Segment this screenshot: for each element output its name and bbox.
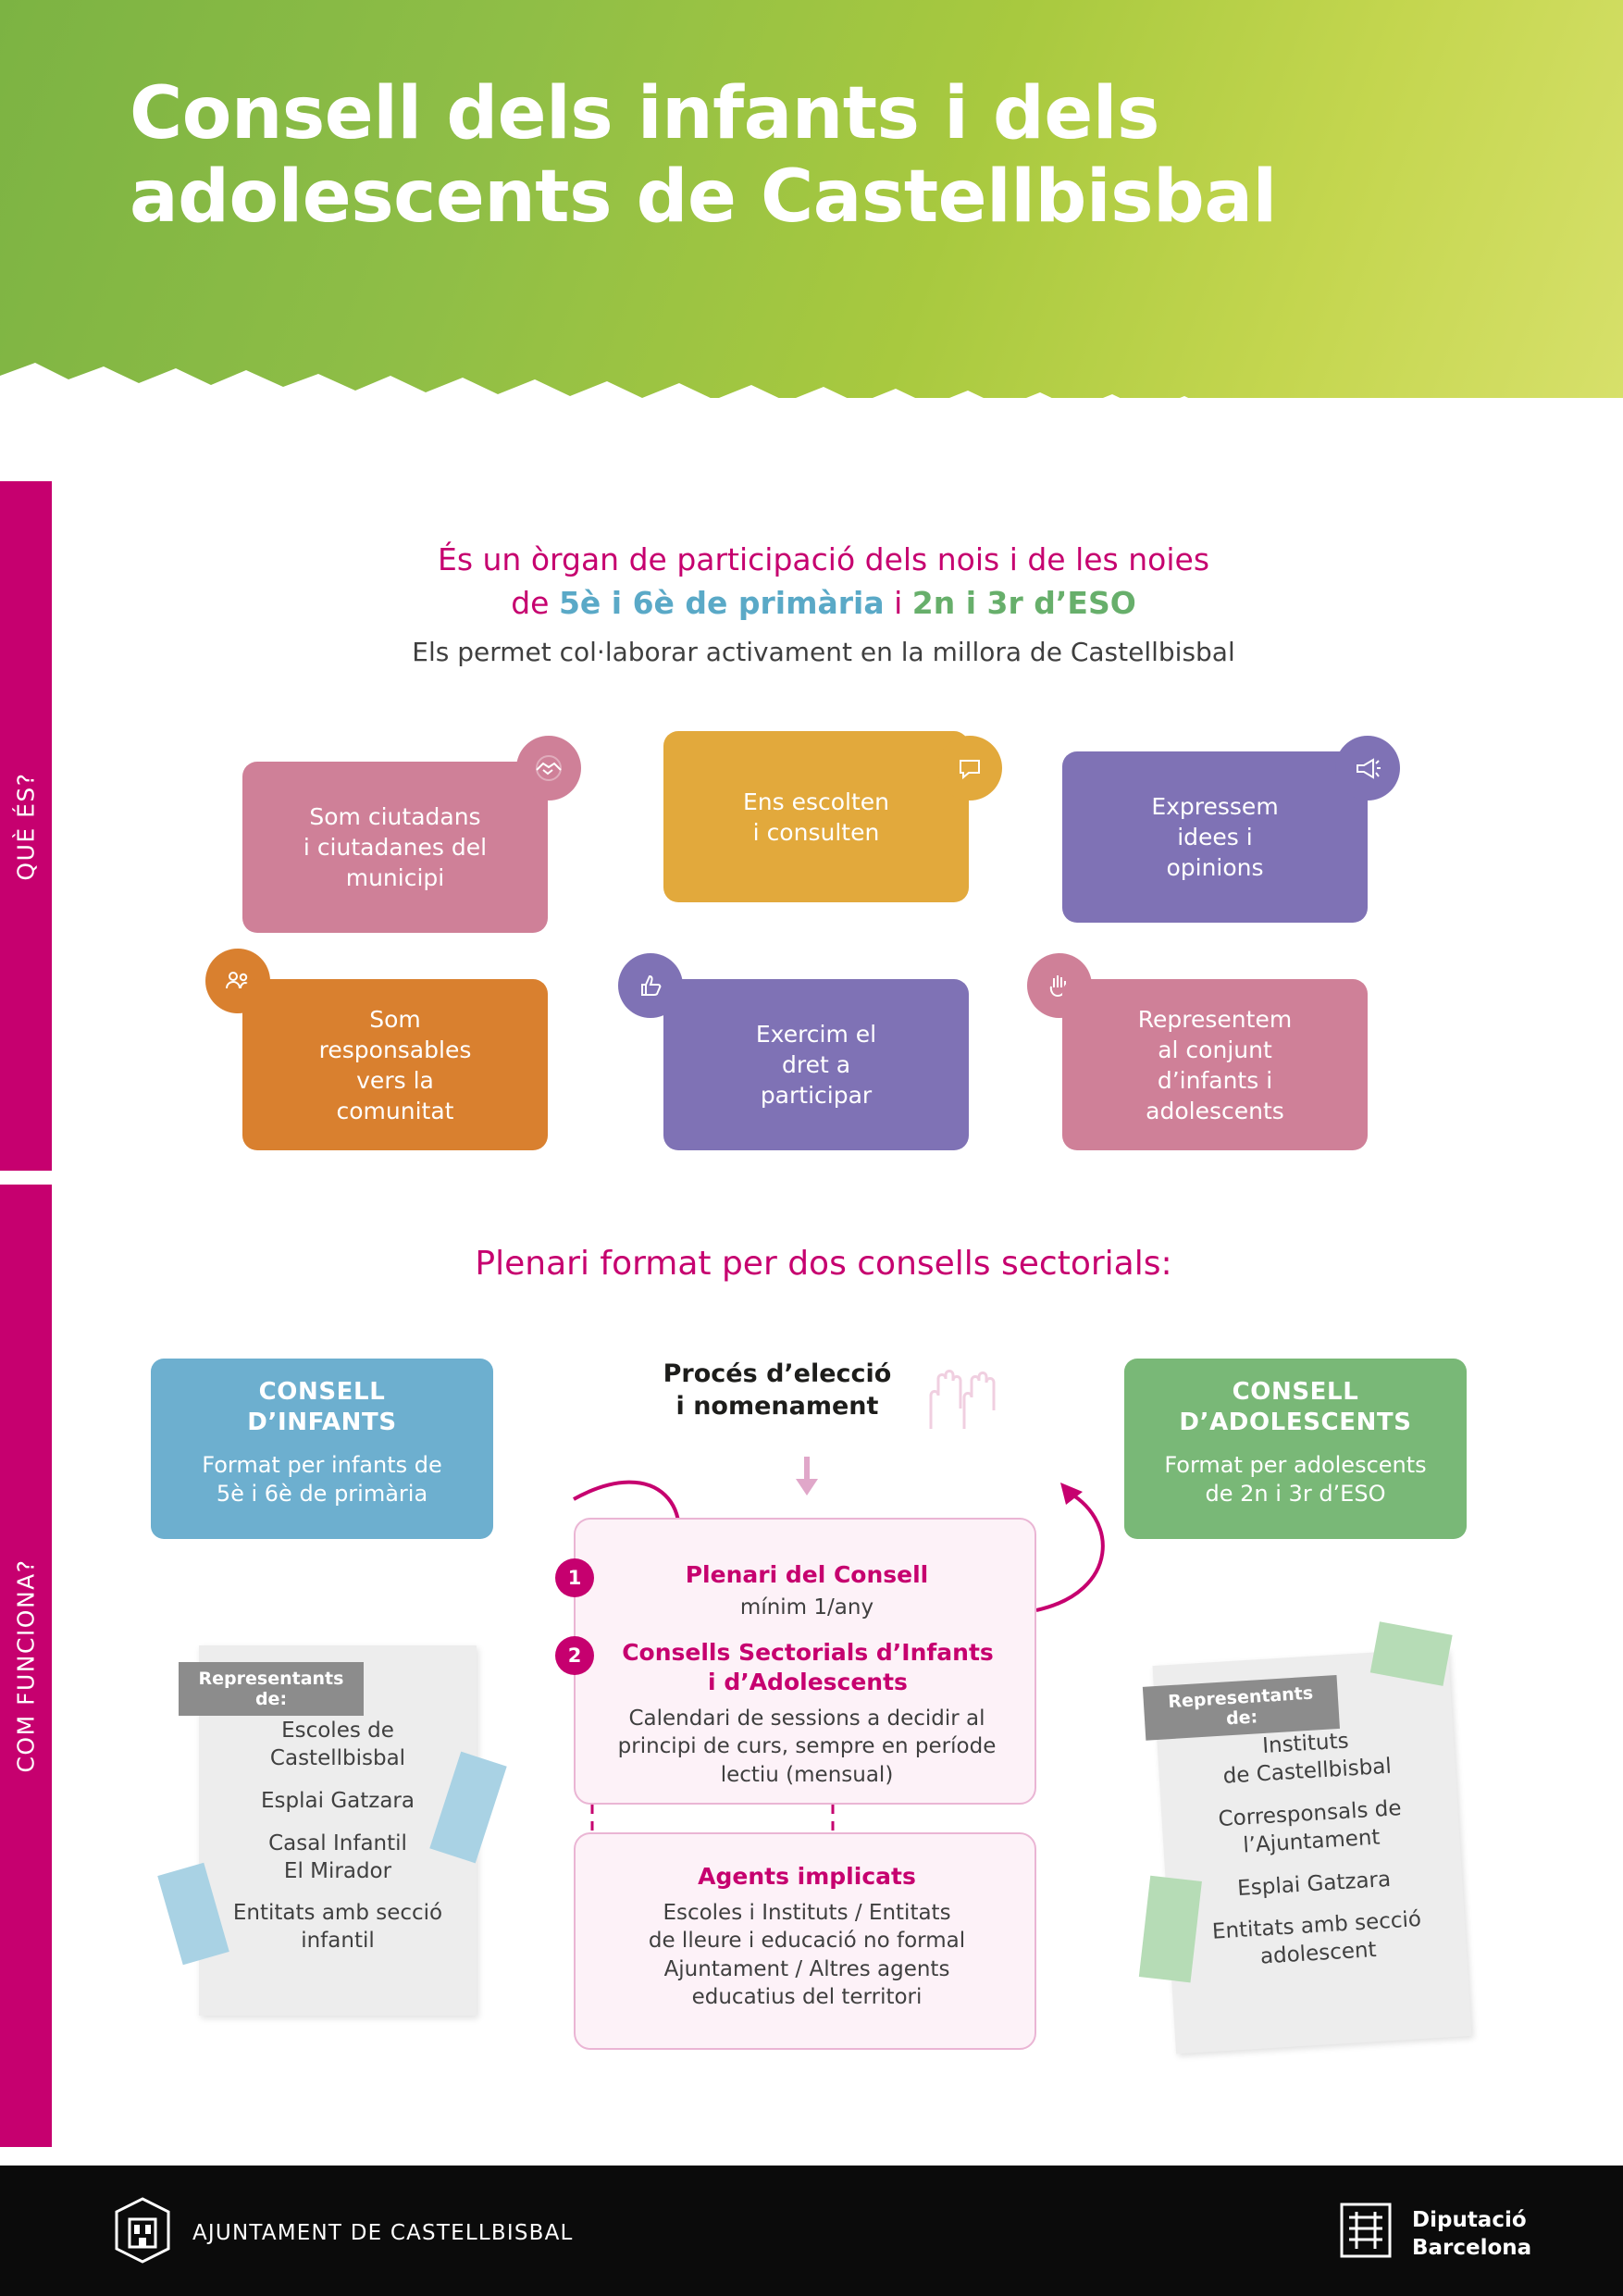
value-card-ciutadans-text: Som ciutadans i ciutadanes del municipi: [303, 803, 488, 891]
value-card-responsables: [242, 979, 548, 1150]
intro-line-2-prefix: de: [511, 584, 559, 621]
plenari-panel: [567, 1518, 1036, 1805]
side-tab-com-funciona: [0, 1185, 52, 2147]
page-title-line2: adolescents de Castellbisbal: [130, 155, 1277, 240]
value-card-escolten: [663, 731, 969, 902]
handshake-icon: [516, 736, 581, 800]
council-adolescents-box: [1124, 1359, 1467, 1539]
step-number-1: 1: [555, 1558, 594, 1597]
value-card-responsables-text: Som responsables vers la comunitat: [318, 1005, 472, 1124]
process-title: Procés d’elecció i nomenament: [663, 1359, 892, 1421]
plenari-item2-title: Consells Sectorials d’Infants i d’Adolescents: [622, 1639, 994, 1695]
list-item: Esplai Gatzara: [1236, 1867, 1392, 1901]
intro-line-2: [222, 582, 1425, 626]
page-title-line1: Consell dels infants i dels: [130, 72, 1159, 155]
value-card-escolten-text: Ens escolten i consulten: [742, 788, 890, 846]
council-adolescents-subtitle: Format per adolescents de 2n i 3r d’ESO: [1164, 1451, 1427, 1507]
list-item: Escoles de Castellbisbal: [269, 1719, 406, 1770]
value-card-opinions-text: Expressem idees i opinions: [1151, 793, 1279, 881]
paper-note-adolescents-list: [1157, 1721, 1468, 1992]
intro-highlight-eso: 2n i 3r d’ESO: [911, 584, 1136, 621]
list-item: Entitats amb secció adolescent: [1211, 1907, 1422, 1969]
speech-bubble-icon: [937, 736, 1002, 800]
paper-note-infants-header: Representants de:: [179, 1662, 364, 1716]
footer-bar: [0, 2166, 1623, 2296]
value-card-participar-text: Exercim el dret a participar: [755, 1021, 877, 1109]
paper-note-infants: [199, 1645, 477, 2016]
paper-note-adolescents: [1152, 1648, 1471, 2054]
council-infants-subtitle: Format per infants de 5è i 6è de primària: [202, 1451, 442, 1507]
intro-highlight-primaria: 5è i 6è de primària: [558, 584, 885, 621]
diputacio-logo-icon: [1336, 2199, 1395, 2262]
side-tab-com-funciona-label: COM FUNCIONA?: [12, 1558, 40, 1773]
header-banner: [0, 0, 1623, 398]
plenari-item2-subtitle: Calendari de sessions a decidir al principi de curs, sempre en període lectiu (mensual): [617, 1706, 997, 1787]
side-tab-que-es: [0, 481, 52, 1171]
agents-body: Escoles i Instituts / Entitats de lleure i educació no formal Ajuntament / Altres agents educatius del territori: [648, 1901, 966, 2010]
council-adolescents-title: CONSELL D’ADOLESCENTS: [1179, 1378, 1412, 1436]
value-card-representem: [1062, 979, 1368, 1150]
intro-block: [222, 539, 1425, 667]
value-card-opinions: [1062, 751, 1368, 923]
section-title: Plenari format per dos consells sectorials:: [475, 1245, 1172, 1283]
intro-line-2-mid: i: [884, 584, 912, 621]
raised-hands-icon: [912, 1344, 1014, 1433]
list-item: Corresponsals de l’Ajuntament: [1217, 1795, 1403, 1858]
agents-title: Agents implicats: [698, 1863, 916, 1890]
list-item: Casal Infantil El Mirador: [268, 1831, 407, 1883]
footer-ajuntament-label: AJUNTAMENT DE CASTELLBISBAL: [192, 2221, 574, 2245]
step-number-2: 2: [555, 1636, 594, 1675]
agents-panel: [574, 1832, 1036, 2050]
list-item: Instituts de Castellbisbal: [1222, 1729, 1393, 1789]
list-item: Entitats amb secció infantil: [232, 1901, 443, 1954]
council-infants-title: CONSELL D’INFANTS: [247, 1378, 397, 1436]
intro-line-3: Els permet col·laborar activament en la millora de Castellbisbal: [412, 636, 1235, 667]
value-card-participar: [663, 979, 969, 1150]
intro-line-1: És un òrgan de participació dels nois i de les noies: [437, 541, 1210, 577]
side-tab-que-es-label: QUÈ ÉS?: [12, 771, 40, 881]
megaphone-icon: [1335, 736, 1400, 800]
paper-note-adolescents-header: Representants de:: [1143, 1675, 1340, 1741]
page-title: [130, 72, 1518, 240]
value-card-representem-text: Representem al conjunt d’infants i adolescents: [1137, 1005, 1293, 1124]
plenari-item1-title: Plenari del Consell: [685, 1561, 929, 1588]
tape-decoration: [1370, 1621, 1453, 1686]
ajuntament-logo-icon: [109, 2195, 176, 2265]
value-card-ciutadans: [242, 762, 548, 933]
council-infants-box: [151, 1359, 493, 1539]
torn-edge-decoration: [0, 342, 1623, 398]
footer-diputacio-line2: Barcelona: [1412, 2236, 1532, 2260]
plenari-item1-subtitle: mínim 1/any: [739, 1595, 874, 1620]
list-item: Esplai Gatzara: [261, 1788, 415, 1813]
arrow-down-icon: [788, 1453, 825, 1499]
footer-diputacio-line1: Diputació: [1412, 2208, 1527, 2232]
